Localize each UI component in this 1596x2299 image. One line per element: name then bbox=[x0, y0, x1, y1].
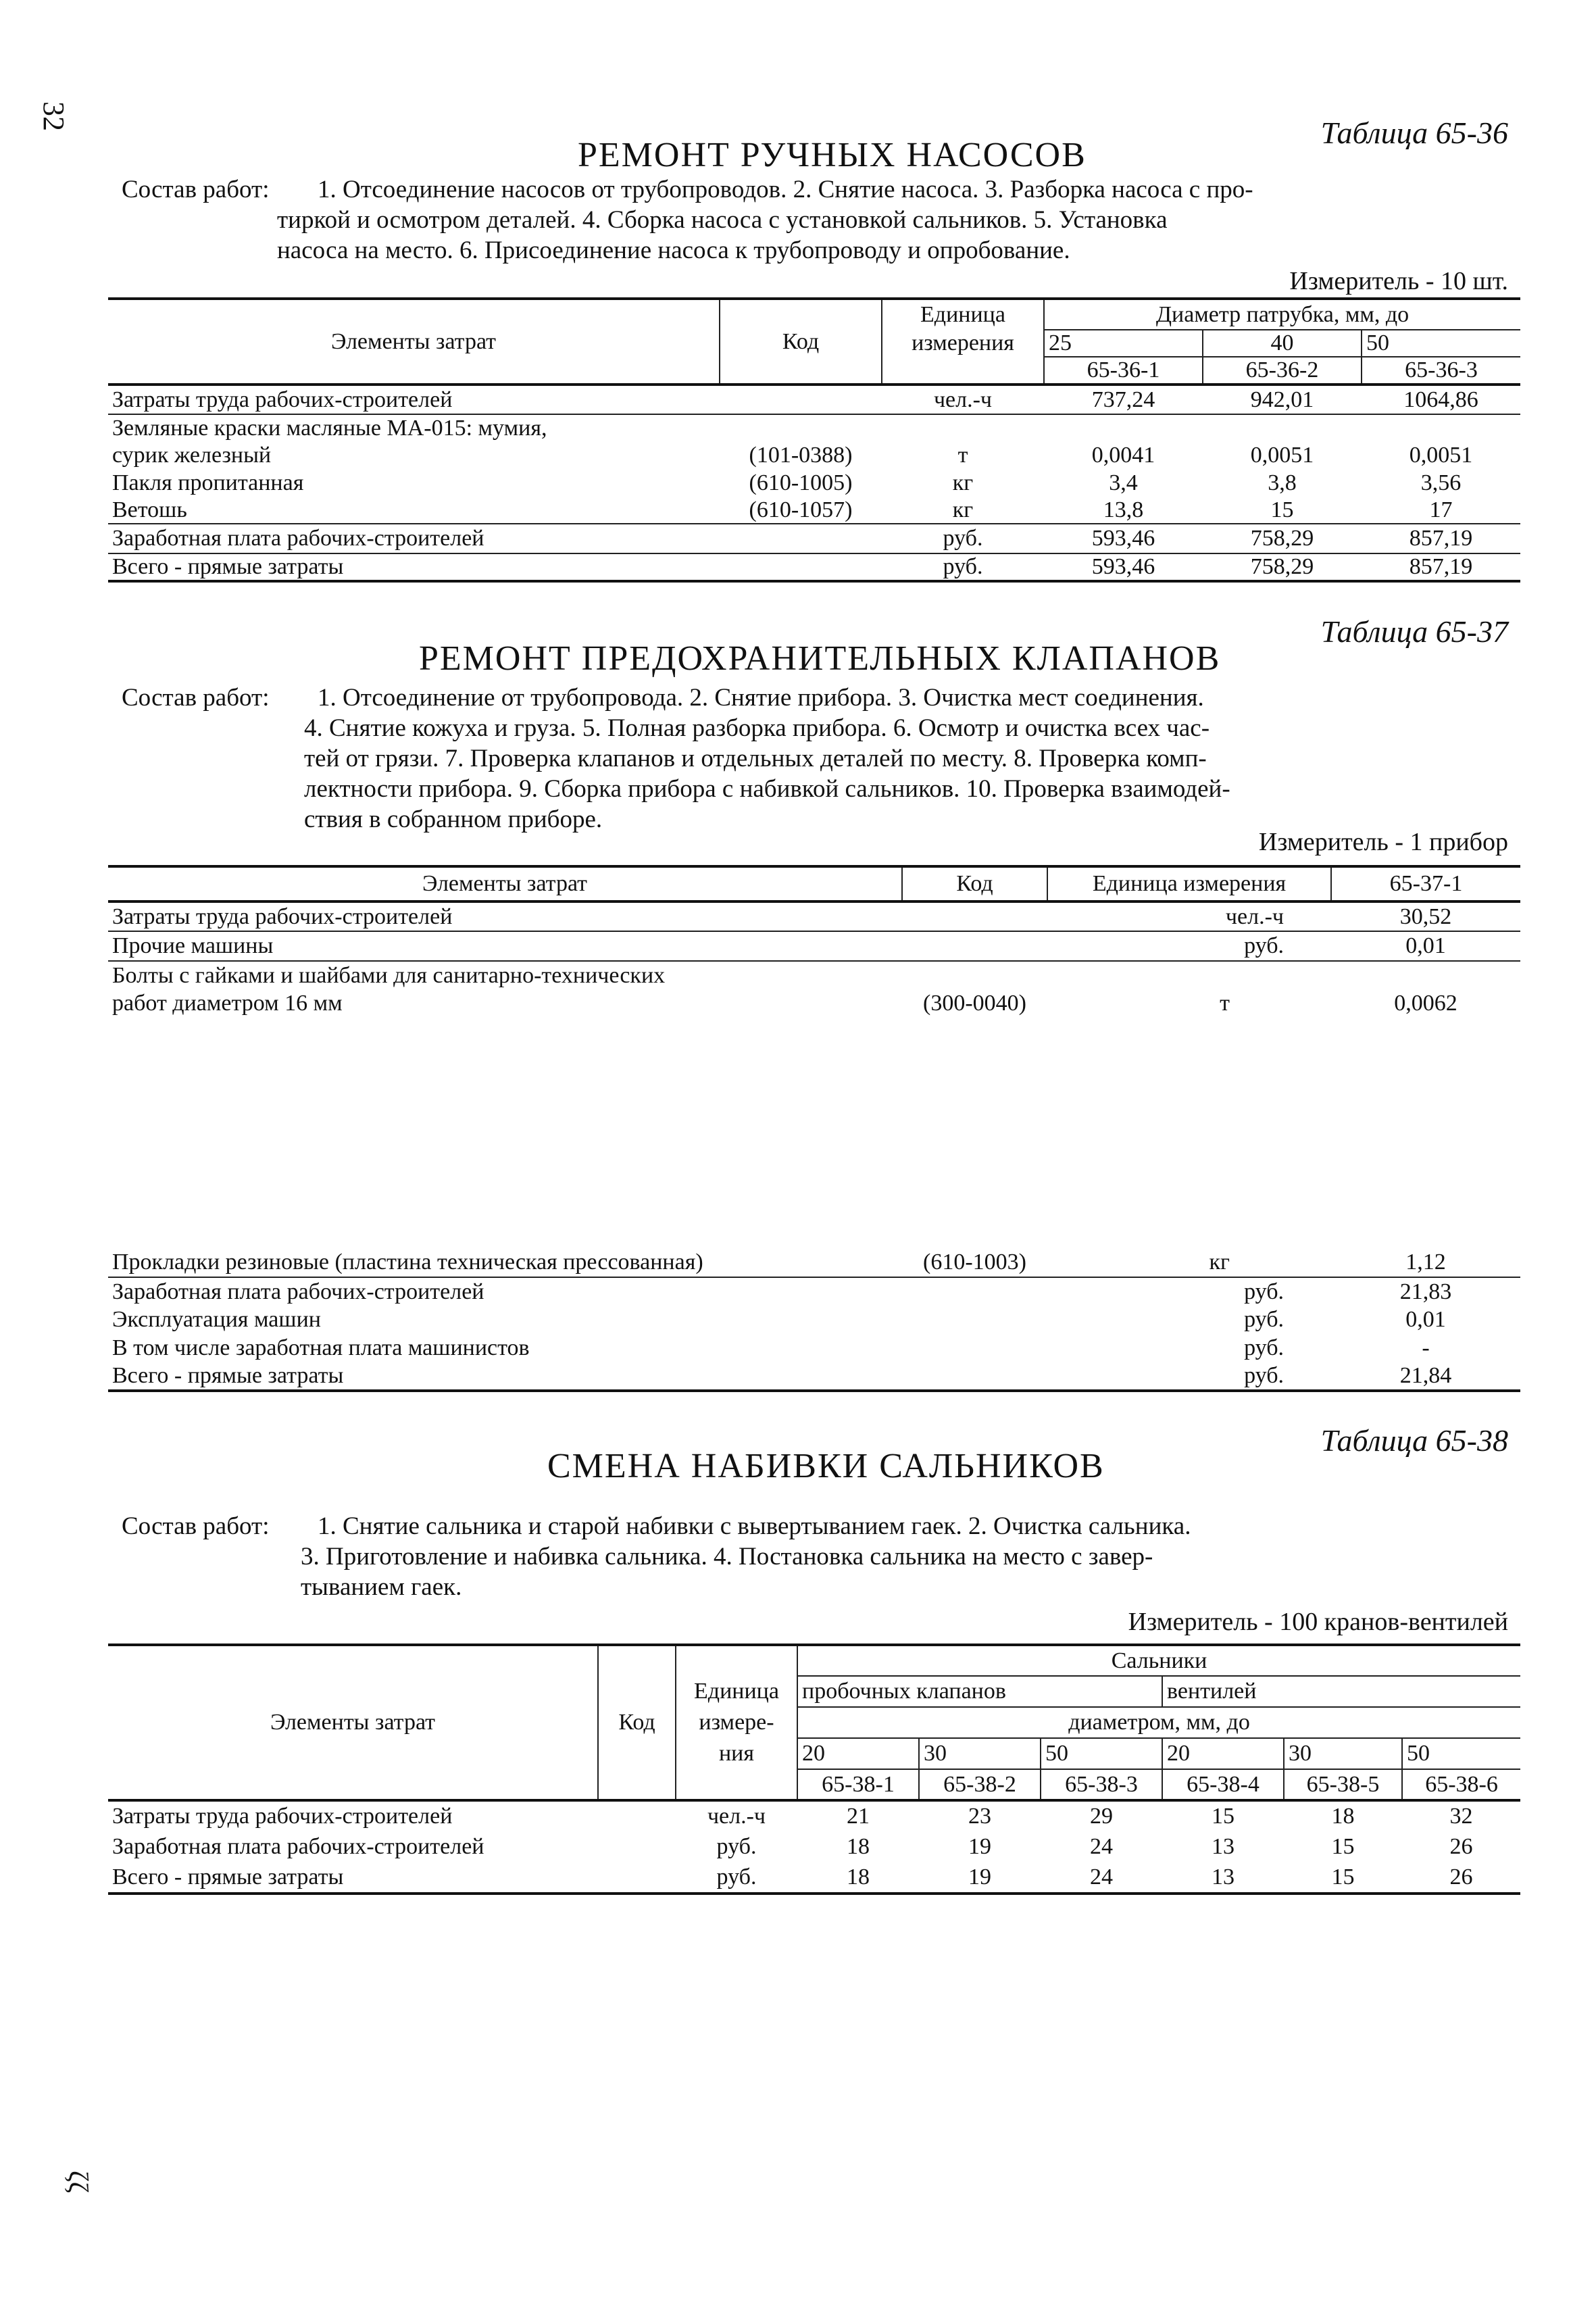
header-unit: Единица bbox=[676, 1676, 797, 1707]
composition-label: Состав работ: bbox=[122, 684, 270, 712]
measure-65-38: Измеритель - 100 кранов-вентилей bbox=[1128, 1608, 1508, 1636]
table-row bbox=[108, 931, 1520, 961]
row-name: Болты с гайками и шайбами для санитарно-технических bbox=[112, 962, 666, 988]
row-name: Заработная плата рабочих-строителей bbox=[112, 1279, 484, 1304]
table-row bbox=[108, 1831, 1520, 1862]
row-value: 18 bbox=[847, 1864, 870, 1889]
composition-line: тыванием гаек. bbox=[301, 1573, 462, 1601]
row-code bbox=[902, 901, 1047, 931]
header-unit: Единица измерения bbox=[1047, 866, 1331, 901]
row-code: (101-0388) bbox=[749, 443, 853, 468]
row-value: 18 bbox=[847, 1834, 870, 1859]
row-unit: руб. bbox=[1244, 933, 1284, 958]
header-unit: измере- bbox=[676, 1707, 797, 1738]
row-code: (300-0040) bbox=[923, 991, 1026, 1016]
row-unit: руб. bbox=[943, 554, 983, 579]
header-diameter-group: Диаметр патрубка, мм, до bbox=[1044, 299, 1520, 330]
row-code: (610-1057) bbox=[749, 497, 853, 522]
composition-line: 1. Отсоединение насосов от трубопроводов. 2. Снятие насоса. 3. Разборка насоса с про- bbox=[318, 176, 1253, 203]
row-unit: чел.-ч bbox=[1225, 904, 1284, 929]
row-value: 0,0051 bbox=[1409, 443, 1473, 468]
row-name: В том числе заработная плата машинистов bbox=[112, 1335, 530, 1360]
table-row bbox=[108, 470, 1520, 497]
row-unit: кг bbox=[952, 470, 974, 495]
row-name: Всего - прямые затраты bbox=[112, 1363, 344, 1388]
row-name: Всего - прямые затраты bbox=[112, 554, 344, 579]
header-diameter: 40 bbox=[1203, 330, 1362, 357]
composition-line: лектности прибора. 9. Сборка прибора с набивкой сальников. 10. Проверка взаимодей- bbox=[304, 775, 1230, 803]
row-value: 1064,86 bbox=[1403, 387, 1478, 412]
row-value: 15 bbox=[1331, 1834, 1355, 1859]
header-code: Код bbox=[720, 299, 882, 385]
row-value: 32 bbox=[1449, 1804, 1473, 1829]
row-value: 26 bbox=[1449, 1834, 1473, 1859]
row-unit: кг bbox=[1209, 1249, 1230, 1275]
table-row bbox=[108, 385, 1520, 414]
row-value: 593,46 bbox=[1091, 526, 1155, 551]
row-value: 19 bbox=[968, 1834, 991, 1859]
header-diameter: 50 bbox=[1362, 330, 1520, 357]
row-unit: кг bbox=[952, 497, 974, 522]
row-code bbox=[902, 1306, 1047, 1334]
header-unit: ния bbox=[676, 1738, 797, 1769]
row-value: 21,83 bbox=[1399, 1279, 1452, 1304]
row-value: 3,56 bbox=[1420, 470, 1462, 495]
table-row bbox=[108, 414, 1520, 441]
row-code bbox=[902, 1277, 1047, 1306]
row-value: 0,01 bbox=[1405, 933, 1446, 958]
row-unit: т bbox=[1220, 991, 1230, 1016]
row-code bbox=[902, 1362, 1047, 1391]
bottom-margin-mark: ζζ bbox=[64, 2170, 95, 2194]
table-row bbox=[108, 524, 1520, 553]
header-code: Код bbox=[902, 866, 1047, 901]
row-value: - bbox=[1422, 1335, 1430, 1360]
row-code: (610-1003) bbox=[923, 1249, 1026, 1275]
table-row bbox=[108, 961, 1520, 989]
row-name: Земляные краски масляные МА-015: мумия, bbox=[112, 415, 547, 441]
header-group: Сальники bbox=[797, 1645, 1520, 1676]
row-name: Пакля пропитанная bbox=[112, 470, 304, 495]
header-diameter: 20 bbox=[797, 1738, 919, 1769]
composition-label: Состав работ: bbox=[122, 176, 270, 203]
composition-label: Состав работ: bbox=[122, 1512, 270, 1540]
row-code bbox=[902, 931, 1047, 961]
row-unit: чел.-ч bbox=[933, 387, 993, 412]
row-value: 3,8 bbox=[1268, 470, 1297, 495]
row-value: 0,01 bbox=[1405, 1307, 1446, 1332]
row-value: 758,29 bbox=[1250, 554, 1314, 579]
row-unit: чел.-ч bbox=[707, 1804, 766, 1829]
header-code: Код bbox=[598, 1645, 676, 1800]
row-name: Затраты труда рабочих-строителей bbox=[112, 904, 453, 929]
row-value: 0,0041 bbox=[1091, 443, 1155, 468]
row-value: 13 bbox=[1212, 1864, 1235, 1889]
table-row bbox=[108, 989, 1520, 1018]
composition-line: 3. Приготовление и набивка сальника. 4. Постановка сальника на место с завер- bbox=[301, 1543, 1153, 1571]
page-number: 32 bbox=[37, 101, 70, 131]
header-column-code: 65-38-2 bbox=[919, 1769, 1041, 1800]
row-name: Затраты труда рабочих-строителей bbox=[112, 1804, 453, 1829]
row-value: 0,0051 bbox=[1250, 443, 1314, 468]
header-column-code: 65-37-1 bbox=[1389, 871, 1463, 896]
table-row bbox=[108, 901, 1520, 931]
table-title-65-38: СМЕНА НАБИВКИ САЛЬНИКОВ bbox=[547, 1447, 1105, 1485]
table-row bbox=[108, 1247, 1520, 1277]
row-code bbox=[720, 385, 882, 414]
table-65-36 bbox=[108, 297, 1520, 583]
row-value: 18 bbox=[1331, 1804, 1355, 1829]
measure-65-36: Измеритель - 10 шт. bbox=[1289, 267, 1508, 295]
row-name: работ диаметром 16 мм bbox=[112, 991, 343, 1016]
table-number-65-38: Таблица 65-38 bbox=[1320, 1423, 1508, 1458]
header-subgroup: пробочных клапанов bbox=[797, 1676, 1162, 1707]
row-value: 737,24 bbox=[1091, 387, 1155, 412]
row-name: Заработная плата рабочих-строителей bbox=[112, 526, 484, 551]
row-value: 15 bbox=[1270, 497, 1294, 522]
header-diameter: 30 bbox=[1284, 1738, 1402, 1769]
table-row bbox=[108, 1800, 1520, 1831]
row-value: 0,0062 bbox=[1394, 991, 1457, 1016]
work-composition-65-38 bbox=[122, 1511, 1527, 1606]
header-column-code: 65-38-3 bbox=[1041, 1769, 1162, 1800]
row-value: 15 bbox=[1212, 1804, 1235, 1829]
measure-65-37: Измеритель - 1 прибор bbox=[1258, 828, 1508, 856]
work-composition-65-37 bbox=[122, 683, 1527, 838]
row-value: 24 bbox=[1090, 1834, 1113, 1859]
row-value: 21,84 bbox=[1399, 1363, 1452, 1388]
header-unit: Единица bbox=[882, 299, 1044, 330]
row-code: (610-1005) bbox=[749, 470, 853, 495]
row-value: 13,8 bbox=[1103, 497, 1144, 522]
row-value: 857,19 bbox=[1409, 554, 1473, 579]
table-row bbox=[108, 441, 1520, 470]
row-value: 19 bbox=[968, 1864, 991, 1889]
header-column-code: 65-38-6 bbox=[1402, 1769, 1520, 1800]
row-unit: руб. bbox=[1244, 1307, 1284, 1332]
header-elements: Элементы затрат bbox=[108, 1645, 598, 1800]
header-diameter: 30 bbox=[919, 1738, 1041, 1769]
row-name: Ветошь bbox=[112, 497, 187, 522]
table-number-65-36: Таблица 65-36 bbox=[1320, 116, 1508, 150]
composition-line: 4. Снятие кожуха и груза. 5. Полная разборка прибора. 6. Осмотр и очистка всех час- bbox=[304, 714, 1210, 742]
table-row bbox=[108, 1277, 1520, 1306]
composition-line: 1. Снятие сальника и старой набивки с вывертыванием гаек. 2. Очистка сальника. bbox=[318, 1512, 1191, 1540]
row-name: сурик железный bbox=[112, 443, 272, 468]
table-65-37 bbox=[108, 865, 1520, 1392]
row-value: 23 bbox=[968, 1804, 991, 1829]
composition-line: тей от грязи. 7. Проверка клапанов и отдельных деталей по месту. 8. Проверка комп- bbox=[304, 745, 1207, 772]
table-row bbox=[108, 1862, 1520, 1894]
row-code bbox=[720, 553, 882, 581]
header-diameter: 20 bbox=[1162, 1738, 1284, 1769]
header-column-code: 65-38-5 bbox=[1284, 1769, 1402, 1800]
composition-line: 1. Отсоединение от трубопровода. 2. Снятие прибора. 3. Очистка мест соединения. bbox=[318, 684, 1204, 712]
row-unit: руб. bbox=[1244, 1279, 1284, 1304]
row-name: Всего - прямые затраты bbox=[112, 1864, 344, 1889]
row-value: 15 bbox=[1331, 1864, 1355, 1889]
row-unit: руб. bbox=[1244, 1335, 1284, 1360]
row-unit: т bbox=[957, 443, 968, 468]
row-value: 29 bbox=[1090, 1804, 1113, 1829]
table-row bbox=[108, 1362, 1520, 1391]
composition-line: ствия в собранном приборе. bbox=[304, 806, 603, 833]
row-value: 1,12 bbox=[1405, 1249, 1446, 1275]
table-row bbox=[108, 1306, 1520, 1334]
row-name: Эксплуатация машин bbox=[112, 1307, 321, 1332]
table-title-65-37: РЕМОНТ ПРЕДОХРАНИТЕЛЬНЫХ КЛАПАНОВ bbox=[419, 639, 1221, 678]
header-elements: Элементы затрат bbox=[108, 299, 720, 385]
composition-line: тиркой и осмотром деталей. 4. Сборка насоса с установкой сальников. 5. Установка bbox=[277, 206, 1168, 234]
table-title-65-36: РЕМОНТ РУЧНЫХ НАСОСОВ bbox=[578, 136, 1087, 174]
row-unit: руб. bbox=[716, 1864, 757, 1889]
row-unit: руб. bbox=[716, 1834, 757, 1859]
table-65-38 bbox=[108, 1643, 1520, 1895]
header-column-code: 65-36-1 bbox=[1044, 357, 1203, 385]
row-value: 758,29 bbox=[1250, 526, 1314, 551]
row-value: 24 bbox=[1090, 1864, 1113, 1889]
work-composition-65-36 bbox=[122, 174, 1527, 269]
row-value: 13 bbox=[1212, 1834, 1235, 1859]
composition-line: насоса на место. 6. Присоединение насоса к трубопроводу и опробование. bbox=[277, 237, 1070, 264]
table-row bbox=[108, 1334, 1520, 1362]
row-code bbox=[902, 1334, 1047, 1362]
header-column-code: 65-36-2 bbox=[1203, 357, 1362, 385]
table-row bbox=[108, 497, 1520, 524]
row-value: 26 bbox=[1449, 1864, 1473, 1889]
row-value: 593,46 bbox=[1091, 554, 1155, 579]
row-name: Прокладки резиновые (пластина техническая прессованная) bbox=[112, 1249, 703, 1275]
header-subgroup: вентилей bbox=[1162, 1676, 1520, 1707]
row-unit: руб. bbox=[1244, 1363, 1284, 1388]
header-diameter: 50 bbox=[1402, 1738, 1520, 1769]
row-value: 857,19 bbox=[1409, 526, 1473, 551]
header-unit: измерения bbox=[882, 330, 1044, 357]
row-name: Прочие машины bbox=[112, 933, 274, 958]
row-value: 17 bbox=[1429, 497, 1453, 522]
header-elements: Элементы затрат bbox=[108, 866, 902, 901]
table-row bbox=[108, 553, 1520, 581]
header-column-code: 65-36-3 bbox=[1362, 357, 1520, 385]
row-unit: руб. bbox=[943, 526, 983, 551]
table-number-65-37: Таблица 65-37 bbox=[1320, 614, 1508, 649]
row-code bbox=[720, 524, 882, 553]
row-value: 21 bbox=[847, 1804, 870, 1829]
header-diameter: 25 bbox=[1044, 330, 1203, 357]
row-value: 30,52 bbox=[1399, 904, 1452, 929]
header-diameter: 50 bbox=[1041, 1738, 1162, 1769]
header-column-code: 65-38-1 bbox=[797, 1769, 919, 1800]
header-column-code: 65-38-4 bbox=[1162, 1769, 1284, 1800]
row-value: 3,4 bbox=[1109, 470, 1138, 495]
header-diameter-label: диаметром, мм, до bbox=[797, 1707, 1520, 1738]
row-name: Затраты труда рабочих-строителей bbox=[112, 387, 453, 412]
row-name: Заработная плата рабочих-строителей bbox=[112, 1834, 484, 1859]
row-value: 942,01 bbox=[1250, 387, 1314, 412]
